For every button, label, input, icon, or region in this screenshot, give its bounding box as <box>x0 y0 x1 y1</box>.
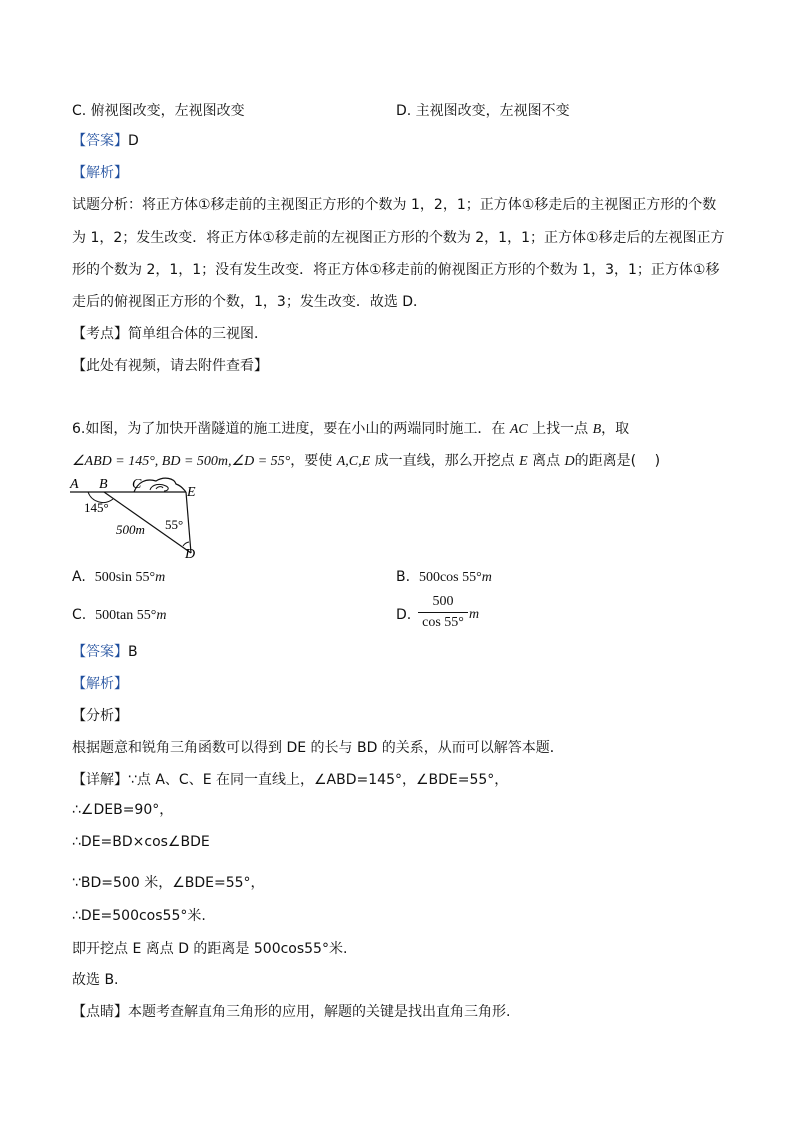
label-e: E <box>187 485 196 500</box>
q6-option-d-fraction <box>418 594 468 631</box>
fraction-numerator: 500 <box>432 594 454 609</box>
hill-contour <box>156 487 163 489</box>
q5-analysis-tag: 【解析】 <box>72 165 128 181</box>
angle-d-label: 55° <box>165 517 184 532</box>
q6-dianjing: 【点睛】本题考查解直角三角形的应用，解题的关键是找出直角三角形. <box>72 1004 511 1020</box>
label-c: C <box>132 477 142 492</box>
q5-video-note: 【此处有视频，请去附件查看】 <box>72 358 268 374</box>
q6-option-d-tag: D. <box>396 607 412 623</box>
answer-value: D <box>128 133 139 149</box>
angle-b-label: 145° <box>84 500 109 515</box>
q6-option-c: C. 500tan 55°m <box>72 607 167 623</box>
q5-option-d: D. 主视图改变，左视图不变 <box>396 103 570 119</box>
q5-answer <box>72 131 139 151</box>
fraction-bar <box>418 612 468 613</box>
q6-option-a: A. 500sin 55°m <box>72 569 166 585</box>
q5-analysis-line: 试题分析：将正方体①移走前的主视图正方形的个数为 1，2，1；正方体①移走后的主视图正方形的个数 <box>72 197 717 213</box>
q6-option-d-unit: m <box>469 607 480 622</box>
q6-figure <box>66 474 216 564</box>
label-d: D <box>185 547 196 562</box>
q6-stem-line1: 6.如图，为了加快开凿隧道的施工进度，要在小山的两端同时施工．在 AC 上找一点 B，取 <box>72 421 630 437</box>
q5-kaodian: 【考点】简单组合体的三视图． <box>72 326 268 342</box>
hill-outline <box>134 478 186 492</box>
q6-answer <box>72 642 138 662</box>
q6-fenxi-tag: 【分析】 <box>72 708 128 724</box>
q5-analysis-line: 走后的俯视图正方形的个数，1，3；发生改变．故选 D． <box>72 294 428 310</box>
q6-detail-line: ∵BD=500 米，∠BDE=55°， <box>72 875 265 891</box>
q6-detail-line: 故选 B. <box>72 972 119 988</box>
angle-d-arc <box>183 542 189 546</box>
answer-tag: 【答案】 <box>72 644 128 660</box>
q6-detail-line: ∴DE=500cos55°米. <box>72 908 206 924</box>
q6-option-b: B. 500cos 55°m <box>396 569 492 585</box>
q6-stem-line2: ∠ABD = 145°, BD = 500m,∠D = 55°，要使 A,C,E 成一直线，那么开挖点 E 离点 D的距离是( ) <box>72 453 661 469</box>
q6-detail-line: ∴DE=BD×cos∠BDE <box>72 834 210 850</box>
q6-detail-line: ∴∠DEB=90°， <box>72 802 174 818</box>
fraction-denominator: cos 55° <box>422 615 464 630</box>
q6-detail-line: 即开挖点 E 离点 D 的距离是 500cos55°米. <box>72 941 348 957</box>
hill-contour <box>150 484 168 491</box>
q6-detail-line: 【详解】∵点 A、C、E 在同一直线上，∠ABD=145°，∠BDE=55°， <box>72 772 509 788</box>
answer-value: B <box>128 644 138 660</box>
line-ed <box>186 492 191 553</box>
q5-analysis-line: 为 1，2；发生改变．将正方体①移走前的左视图正方形的个数为 2，1，1；正方体①移走后的左视图正方 <box>72 230 725 246</box>
q6-fenxi-text: 根据题意和锐角三角函数可以得到 DE 的长与 BD 的关系，从而可以解答本题． <box>72 740 564 756</box>
length-bd-label: 500m <box>116 522 145 537</box>
q6-analysis-tag: 【解析】 <box>72 676 128 692</box>
q5-option-c: C. 俯视图改变，左视图改变 <box>72 103 245 119</box>
label-a: A <box>70 477 79 492</box>
q5-analysis-line: 形的个数为 2，1，1；没有发生改变．将正方体①移走前的俯视图正方形的个数为 1，3，1；正方体①移 <box>72 262 720 278</box>
label-b: B <box>99 477 108 492</box>
answer-tag: 【答案】 <box>72 133 128 149</box>
